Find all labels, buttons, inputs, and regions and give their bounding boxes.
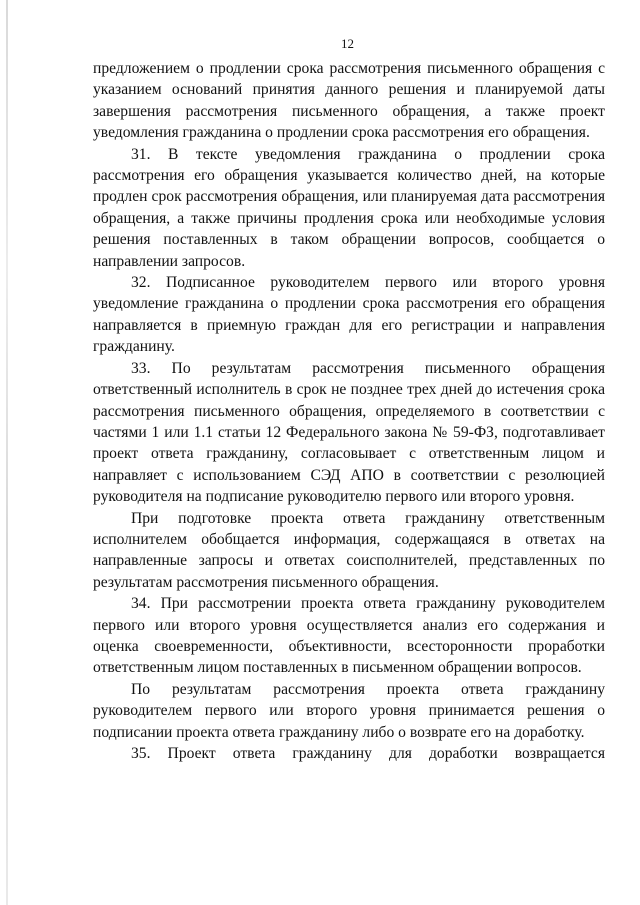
- paragraph-31: 31. В тексте уведомления гражданина о продлении срока рассмотрения его обращения указывается количество дней, на которые продлен срок рассмотрения обращения, или планируемая дата рассмотрения обращения, а также причины продления срока или необходимые условия решения поставленных в таком обращении вопросов, сообщается о направлении запросов.: [93, 145, 605, 270]
- paragraph-33-second: При подготовке проекта ответа гражданину ответственным исполнителем обобщается информация, содержащаяся в ответах на направленные запросы и ответах соисполнителей, представленных по результатам рассмотрения письменного обращения.: [93, 509, 605, 591]
- document-body: [93, 58, 605, 764]
- paragraph-32: 32. Подписанное руководителем первого или второго уровня уведомление гражданина о продлении срока рассмотрения его обращения направляется в приемную граждан для его регистрации и направления гражданину.: [93, 274, 605, 356]
- paragraph-34: 34. При рассмотрении проекта ответа гражданину руководителем первого или второго уровня осуществляется анализ его содержания и оценка своевременности, объективности, всесторонности проработки ответственным лицом поставленных в письменном обращении вопросов.: [93, 595, 605, 677]
- paragraph-continuation: предложением о продлении срока рассмотрения письменного обращения с указанием оснований принятия данного решения и планируемой даты завершения рассмотрения письменного обращения, а также проект уведомления гражданина о продлении срока рассмотрения его обращения.: [93, 60, 605, 142]
- binding-edge: [6, 0, 8, 905]
- page-number: 12: [341, 36, 354, 51]
- paragraph-34-second: По результатам рассмотрения проекта ответа гражданину руководителем первого или второго уровня принимается решения о подписании проекта ответа гражданину либо о возврате его на доработку.: [93, 680, 605, 741]
- paragraph-35: 35. Проект ответа гражданину для доработки возвращается: [131, 745, 605, 762]
- paragraph-33: 33. По результатам рассмотрения письменного обращения ответственный исполнитель в срок не позднее трех дней до истечения срока рассмотрения письменного обращения, определяемого в соответствии с частями 1 или 1.1 статьи 12 Федерального закона № 59-ФЗ, подготавливает проект ответа гражданину, согласовывает с ответственным лицом и направляет с использованием СЭД АПО в соответствии с резолюцией руководителя на подписание руководителю первого или второго уровня.: [93, 359, 605, 506]
